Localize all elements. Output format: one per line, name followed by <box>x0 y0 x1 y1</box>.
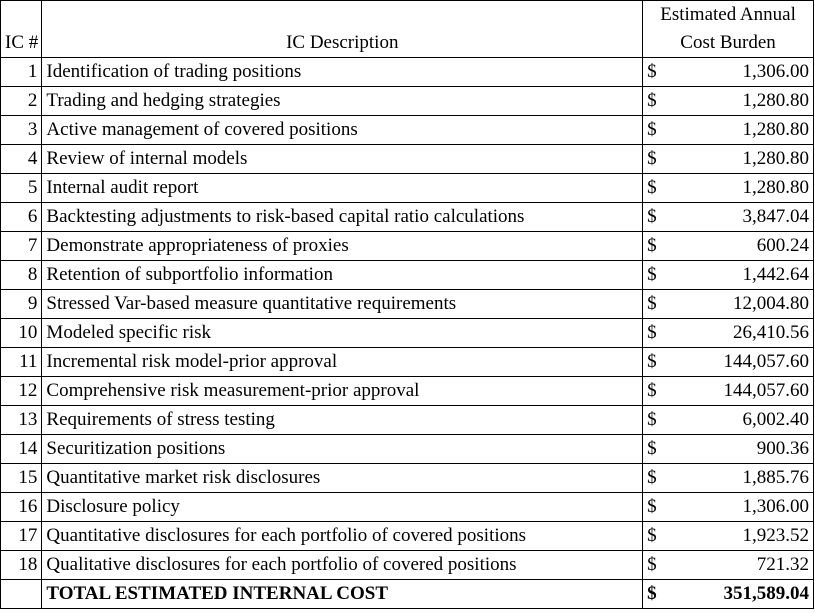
currency-symbol: $ <box>647 61 657 82</box>
ic-number: 16 <box>1 493 42 522</box>
ic-number: 13 <box>1 406 42 435</box>
ic-number: 7 <box>1 232 42 261</box>
cost-amount: 1,280.80 <box>742 177 809 198</box>
currency-symbol: $ <box>647 380 657 401</box>
table-row <box>1 87 814 116</box>
table-row <box>1 464 814 493</box>
currency-symbol: $ <box>647 119 657 140</box>
ic-number: 4 <box>1 145 42 174</box>
cost-cell <box>643 435 814 464</box>
ic-description: Backtesting adjustments to risk-based capital ratio calculations <box>42 203 643 232</box>
currency-symbol: $ <box>647 554 657 575</box>
cost-amount: 1,923.52 <box>742 525 809 546</box>
cost-amount: 1,280.80 <box>742 148 809 169</box>
ic-number: 3 <box>1 116 42 145</box>
ic-description: Comprehensive risk measurement-prior approval <box>42 377 643 406</box>
table-row <box>1 116 814 145</box>
table-row <box>1 435 814 464</box>
cost-cell <box>643 406 814 435</box>
currency-symbol: $ <box>647 438 657 459</box>
ic-description: Quantitative disclosures for each portfolio of covered positions <box>42 522 643 551</box>
cost-cell <box>643 58 814 87</box>
cost-cell <box>643 116 814 145</box>
cost-cell <box>643 464 814 493</box>
cost-cell <box>643 377 814 406</box>
ic-description: Stressed Var-based measure quantitative requirements <box>42 290 643 319</box>
ic-number: 18 <box>1 551 42 580</box>
table-row <box>1 377 814 406</box>
currency-symbol: $ <box>647 322 657 343</box>
table-row <box>1 319 814 348</box>
currency-symbol: $ <box>647 467 657 488</box>
currency-symbol: $ <box>647 148 657 169</box>
cost-cell <box>643 87 814 116</box>
ic-number: 5 <box>1 174 42 203</box>
cost-amount: 26,410.56 <box>733 322 809 343</box>
currency-symbol: $ <box>647 206 657 227</box>
ic-number: 6 <box>1 203 42 232</box>
ic-description: Qualitative disclosures for each portfolio of covered positions <box>42 551 643 580</box>
cost-cell <box>643 174 814 203</box>
ic-description: Incremental risk model-prior approval <box>42 348 643 377</box>
cost-amount: 1,280.80 <box>742 90 809 111</box>
ic-number: 1 <box>1 58 42 87</box>
table-row <box>1 348 814 377</box>
ic-description: Quantitative market risk disclosures <box>42 464 643 493</box>
cost-amount: 1,306.00 <box>742 496 809 517</box>
cost-cell <box>643 145 814 174</box>
table-row <box>1 522 814 551</box>
cost-amount: 721.32 <box>756 554 809 575</box>
cost-amount: 3,847.04 <box>742 206 809 227</box>
ic-description-header: IC Description <box>42 1 643 58</box>
cost-cell <box>643 348 814 377</box>
table-header <box>1 1 814 58</box>
cost-amount: 1,280.80 <box>742 119 809 140</box>
ic-description: Identification of trading positions <box>42 58 643 87</box>
table-row <box>1 551 814 580</box>
ic-description: Retention of subportfolio information <box>42 261 643 290</box>
ic-number: 14 <box>1 435 42 464</box>
cost-header-line1: Estimated Annual <box>660 4 796 25</box>
ic-description: Demonstrate appropriateness of proxies <box>42 232 643 261</box>
currency-symbol: $ <box>647 235 657 256</box>
ic-number: 9 <box>1 290 42 319</box>
cost-amount: 1,442.64 <box>742 264 809 285</box>
total-number-cell <box>1 580 42 609</box>
cost-amount: 900.36 <box>756 438 809 459</box>
total-cost-cell <box>643 580 814 609</box>
ic-description: Requirements of stress testing <box>42 406 643 435</box>
cost-header-line2: Cost Burden <box>680 32 776 53</box>
ic-description: Trading and hedging strategies <box>42 87 643 116</box>
currency-symbol: $ <box>647 293 657 314</box>
ic-description: Modeled specific risk <box>42 319 643 348</box>
cost-amount: 1,885.76 <box>742 467 809 488</box>
ic-number: 10 <box>1 319 42 348</box>
ic-number: 15 <box>1 464 42 493</box>
table-row <box>1 290 814 319</box>
cost-amount: 12,004.80 <box>733 293 809 314</box>
ic-description: Active management of covered positions <box>42 116 643 145</box>
table-row <box>1 203 814 232</box>
ic-number-header: IC # <box>1 1 42 58</box>
currency-symbol: $ <box>647 496 657 517</box>
currency-symbol: $ <box>647 351 657 372</box>
currency-symbol: $ <box>647 583 657 604</box>
cost-amount: 1,306.00 <box>742 61 809 82</box>
ic-number: 11 <box>1 348 42 377</box>
currency-symbol: $ <box>647 90 657 111</box>
table-row <box>1 232 814 261</box>
header-row <box>1 1 814 58</box>
currency-symbol: $ <box>647 409 657 430</box>
currency-symbol: $ <box>647 264 657 285</box>
table-row <box>1 145 814 174</box>
cost-amount: 600.24 <box>756 235 809 256</box>
cost-cell <box>643 203 814 232</box>
cost-cell <box>643 493 814 522</box>
total-row <box>1 580 814 609</box>
cost-cell <box>643 551 814 580</box>
cost-amount: 6,002.40 <box>742 409 809 430</box>
total-label: TOTAL ESTIMATED INTERNAL COST <box>42 580 643 609</box>
table-row <box>1 261 814 290</box>
ic-number: 17 <box>1 522 42 551</box>
ic-number: 12 <box>1 377 42 406</box>
table-row <box>1 58 814 87</box>
currency-symbol: $ <box>647 525 657 546</box>
table-row <box>1 493 814 522</box>
cost-amount: 144,057.60 <box>723 351 809 372</box>
ic-description: Securitization positions <box>42 435 643 464</box>
table-row <box>1 406 814 435</box>
cost-amount: 144,057.60 <box>723 380 809 401</box>
currency-symbol: $ <box>647 177 657 198</box>
cost-cell <box>643 232 814 261</box>
table-footer <box>1 580 814 609</box>
ic-description: Disclosure policy <box>42 493 643 522</box>
ic-description: Internal audit report <box>42 174 643 203</box>
cost-burden-header <box>643 1 814 58</box>
cost-cell <box>643 522 814 551</box>
ic-number: 8 <box>1 261 42 290</box>
cost-cell <box>643 290 814 319</box>
cost-cell <box>643 261 814 290</box>
table-row <box>1 174 814 203</box>
ic-number: 2 <box>1 87 42 116</box>
total-amount: 351,589.04 <box>723 583 809 604</box>
cost-cell <box>643 319 814 348</box>
ic-description: Review of internal models <box>42 145 643 174</box>
table-body <box>1 58 814 580</box>
